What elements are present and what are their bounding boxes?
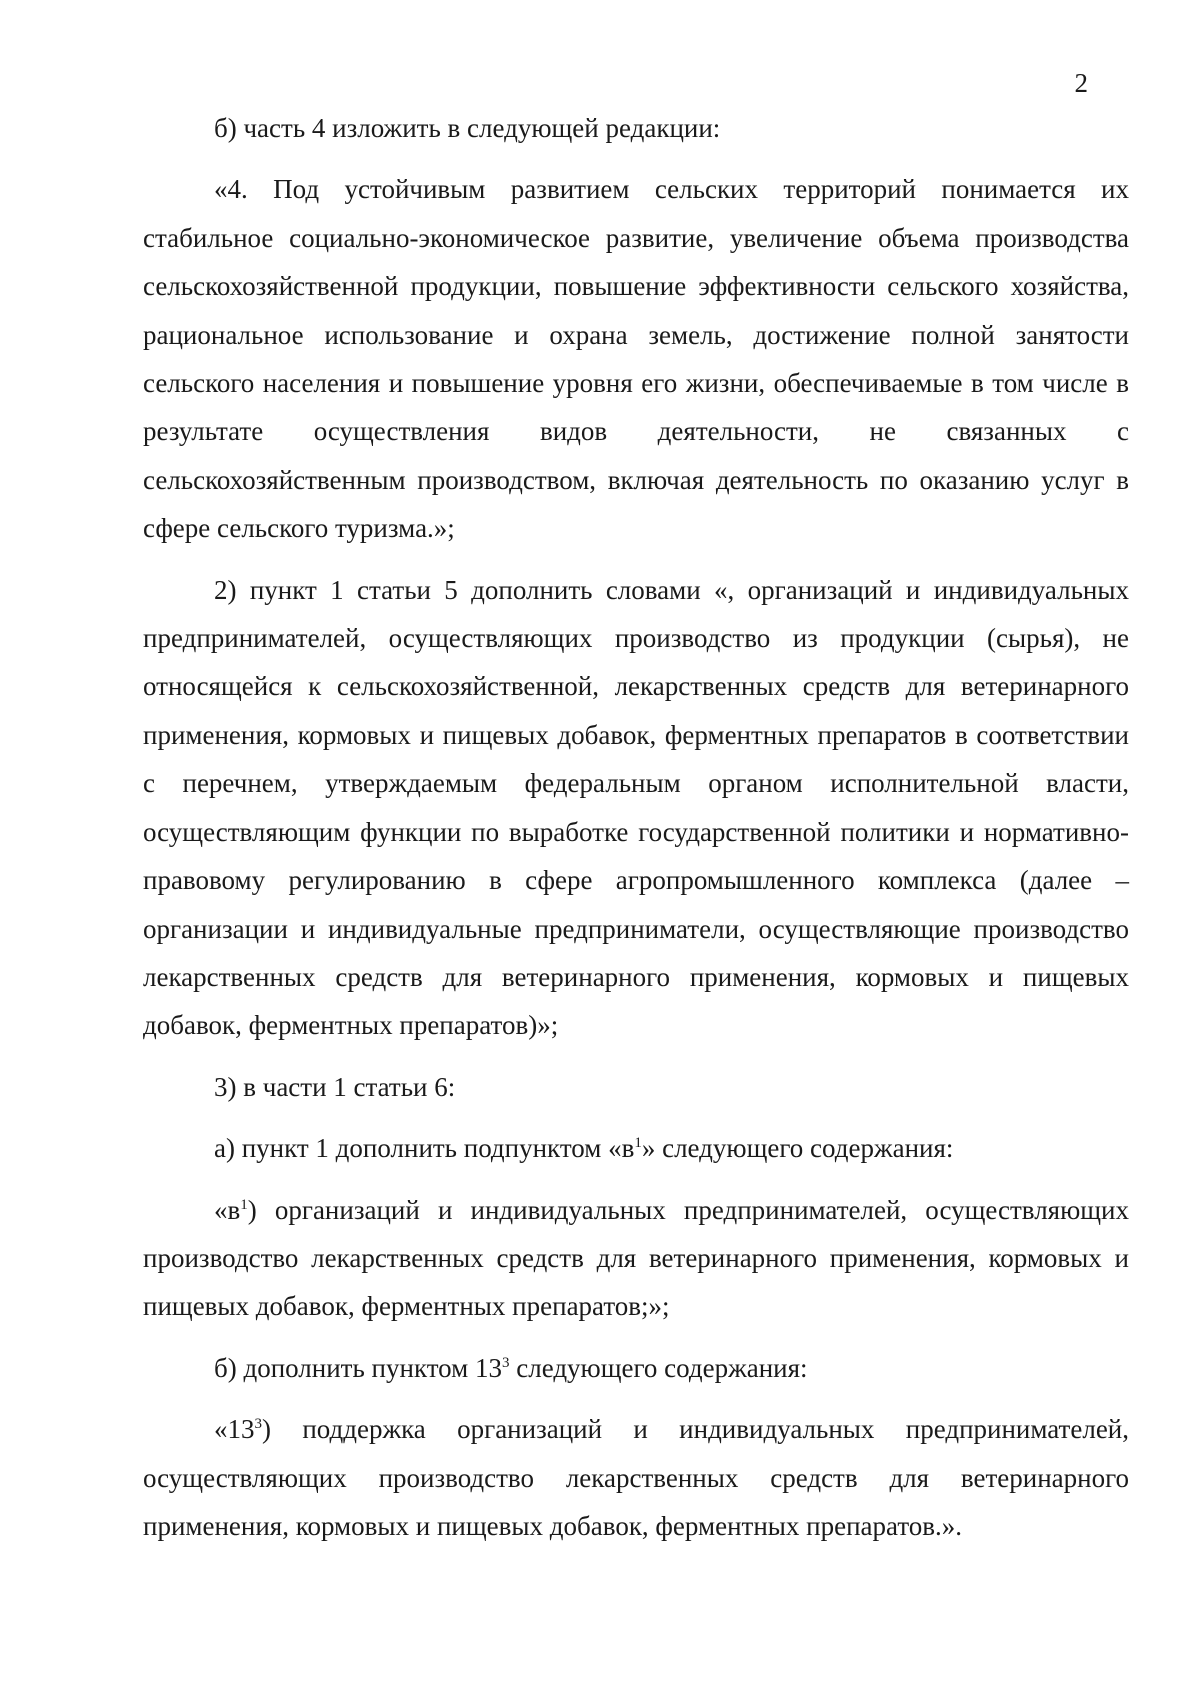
- text-fragment: «в: [214, 1194, 241, 1225]
- paragraph-subitem-a: [143, 1124, 1129, 1172]
- superscript: 3: [254, 1416, 262, 1433]
- paragraph-subitem-b: [143, 1344, 1129, 1392]
- paragraph-item2: 2) пункт 1 статьи 5 дополнить словами «, организаций и индивидуальных предпринимателей, осуществляющих производство из продукции (сырья), не относящейся к сельскохозяйственной, лекарственных средств для ветеринарного применения, кормовых и пищевых добавок, ферментных препаратов в соответствии с перечнем, утверждаемым федеральным органом исполнительной власти, осуществляющим функции по выработке государственной политики и нормативно-правовому регулированию в сфере агропромышленного комплекса (далее – организации и индивидуальные предприниматели, осуществляющие производство лекарственных средств для ветеринарного применения, кормовых и пищевых добавок, ферментных препаратов)»;: [143, 574, 1129, 1041]
- document-body: [143, 104, 1129, 1550]
- paragraph-item3: 3) в части 1 статьи 6:: [214, 1071, 456, 1102]
- page-number: 2: [1074, 68, 1088, 98]
- paragraph-part4-heading: б) часть 4 изложить в следующей редакции:: [214, 113, 721, 143]
- paragraph-v1-text: [143, 1186, 1129, 1331]
- text-fragment: ) организаций и индивидуальных предпринимателей, осуществляющих производство лекарственных средств для ветеринарного применения, кормовых и пищевых добавок, ферментных препаратов;»;: [143, 1194, 1129, 1322]
- paragraph-133-text: [143, 1405, 1129, 1550]
- superscript: 1: [634, 1135, 642, 1152]
- text-fragment: ) поддержка организаций и индивидуальных предпринимателей, осуществляющих производство лекарственных средств для ветеринарного применения, кормовых и пищевых добавок, ферментных препаратов.».: [143, 1414, 1129, 1541]
- text-fragment: «13: [214, 1414, 255, 1445]
- superscript: 3: [501, 1354, 510, 1371]
- text-fragment: » следующего содержания:: [641, 1133, 954, 1164]
- text-fragment: а) пункт 1 дополнить подпунктом «в: [214, 1133, 635, 1164]
- text-fragment: б) дополнить пунктом 13: [214, 1352, 502, 1383]
- paragraph-part4-text: «4. Под устойчивым развитием сельских территорий понимается их стабильное социально-экономическое развитие, увеличение объема производства сельскохозяйственной продукции, повышение эффективности сельского хозяйства, рациональное использование и охрана земель, достижение полной занятости сельского населения и повышение уровня его жизни, обеспечиваемые в том числе в результате осуществления видов деятельности, не связанных с сельскохозяйственным производством, включая деятельность по оказанию услуг в сфере сельского туризма.»;: [143, 174, 1129, 544]
- text-fragment: следующего содержания:: [509, 1352, 808, 1383]
- superscript: 1: [240, 1196, 248, 1213]
